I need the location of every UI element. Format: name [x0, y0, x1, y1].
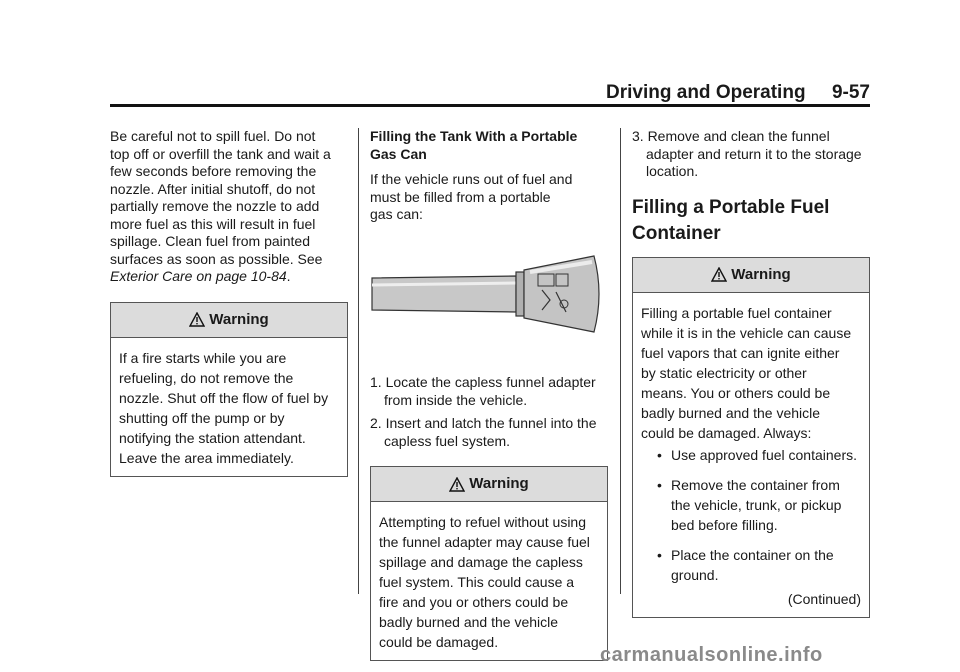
warning-triangle-icon	[449, 477, 465, 492]
column-3	[632, 128, 870, 618]
bullet-icon: •	[657, 546, 662, 563]
warning-triangle-icon	[189, 312, 205, 327]
list-item: 2. Insert and latch the funnel into the capless fuel system.	[370, 415, 597, 449]
list-item: • Place the container on the ground.	[657, 546, 834, 583]
list-item: • Remove the container from the vehicle, trunk, or pickup bed before filling.	[657, 476, 842, 533]
column-divider-2	[620, 128, 621, 594]
warning-triangle-icon	[711, 267, 727, 282]
header-page-number: 9-57	[831, 82, 870, 103]
column-divider-1	[358, 128, 359, 594]
funnel-adapter-illustration	[370, 240, 608, 350]
bullet-icon: •	[657, 476, 662, 493]
funnel-steps-list-continued	[632, 128, 870, 181]
warning-text: Filling a portable fuel container while it is in the vehicle can cause fuel vapors that can ignite either by static electricity or other means. You or others could be badly burned and the vehicle could be damaged. Always: • Use approved fuel containers. • Remove the container from the vehicle, trunk, or pickup bed before filling. • Place the container on the ground. (Continued)	[641, 304, 861, 607]
warning-text: Attempting to refuel without using the funnel adapter may cause fuel spillage and damage the capless fuel system. This could cause a fire and you or others could be badly burned and the vehicle could be damaged.	[379, 514, 590, 650]
warning-text: If a fire starts while you are refueling, do not remove the nozzle. Shut off the flow of fuel by shutting off the pump or by notifying the station attendant. Leave the area immediately.	[119, 349, 329, 466]
column-2	[370, 128, 608, 661]
warning-box-portable-container	[632, 257, 870, 618]
warning-title: Warning	[731, 265, 791, 283]
header-rule	[110, 104, 870, 107]
warning-title: Warning	[209, 310, 269, 328]
warning-header	[633, 258, 869, 293]
warning-header	[111, 303, 347, 338]
portable-gas-can-subheading: Filling the Tank With a Portable Gas Can	[370, 128, 578, 162]
list-item: • Use approved fuel containers.	[657, 446, 857, 463]
portable-gas-can-intro: If the vehicle runs out of fuel and must be filled from a portable gas can:	[370, 171, 573, 222]
list-item: 3. Remove and clean the funnel adapter and return it to the storage location.	[632, 128, 862, 179]
warning-title: Warning	[469, 475, 529, 493]
continued-label: (Continued)	[787, 590, 861, 607]
fuel-caution-paragraph: Be careful not to spill fuel. Do not top off or overfill the tank and wait a few seconds before removing the nozzle. After initial shutoff, do not partially remove the nozzle to add more fuel as this will result in fuel spillage. Clean fuel from painted surfaces as soon as possible. See Exterior Care on page 10-84.	[110, 128, 331, 284]
warning-box-funnel	[370, 466, 608, 661]
list-item: 1. Locate the capless funnel adapter from inside the vehicle.	[370, 374, 596, 408]
exterior-care-reference: Exterior Care on page 10-84	[110, 268, 287, 284]
column-1	[110, 128, 348, 477]
header-section: Driving and Operating	[606, 82, 806, 103]
warning-header	[371, 467, 607, 502]
warning-box-fire	[110, 302, 348, 477]
header-title	[606, 82, 870, 104]
safety-bullets	[641, 445, 861, 585]
funnel-steps-list	[370, 374, 608, 450]
page-header	[110, 82, 870, 104]
bullet-icon: •	[657, 446, 662, 463]
watermark-text: carmanualsonline.info	[600, 644, 823, 666]
section-title: Filling a Portable Fuel Container	[632, 196, 830, 244]
